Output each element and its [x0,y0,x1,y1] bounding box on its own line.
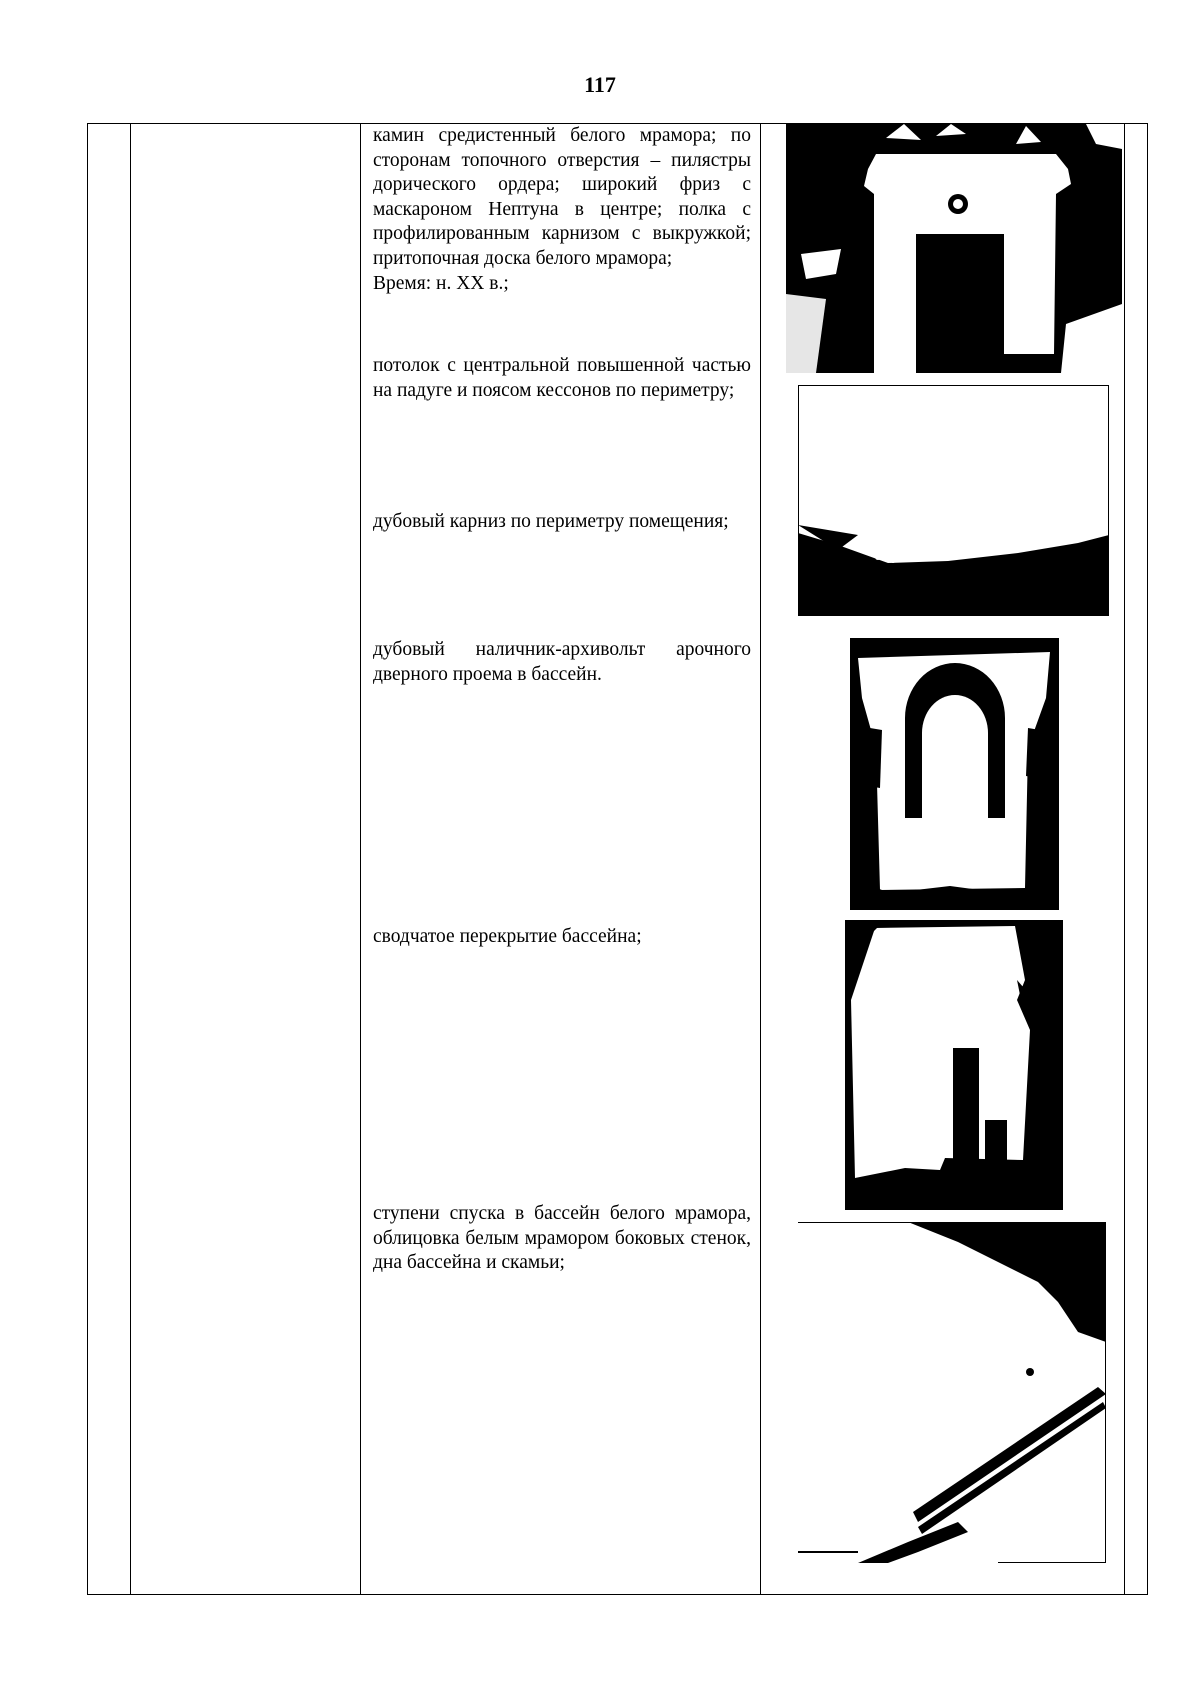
column-divider [360,124,361,1594]
entry-pool-steps [373,1202,751,1276]
page-number: 117 [584,72,616,97]
column-divider [130,124,131,1594]
entry-text: камин средистенный белого мрамора; по сторонам топочного отверстия – пилястры дорического ордера; широкий фриз с маскароном Нептуна в центре; полка с профилированным карнизом с выкружкой; притопочная доска белого мрамора; [373,125,751,269]
entry-cornice [373,510,751,535]
entry-text: сводчатое перекрытие бассейна; [373,926,642,947]
entry-vault [373,925,751,950]
fireplace-photo [786,124,1122,373]
entry-text: потолок с центральной повышенной частью на падуге и поясом кессонов по периметру; [373,355,751,401]
ceiling-cornice-photo [798,385,1109,616]
entry-text: дубовый наличник-архивольт арочного дверного проема в бассейн. [373,639,751,685]
pool-steps-photo [798,1222,1106,1563]
entry-ceiling [373,354,751,403]
entry-fireplace [373,124,751,296]
column-divider [1124,124,1125,1594]
arched-doorway-photo [850,638,1059,910]
entry-archivolt [373,638,751,687]
entry-time: Время: н. XX в.; [373,272,509,294]
entry-text: дубовый карниз по периметру помещения; [373,511,729,532]
vaulted-ceiling-photo [845,920,1063,1210]
entry-text: ступени спуска в бассейн белого мрамора, облицовка белым мрамором боковых стенок, дна бассейна и скамьи; [373,1203,751,1274]
column-divider [760,124,761,1594]
